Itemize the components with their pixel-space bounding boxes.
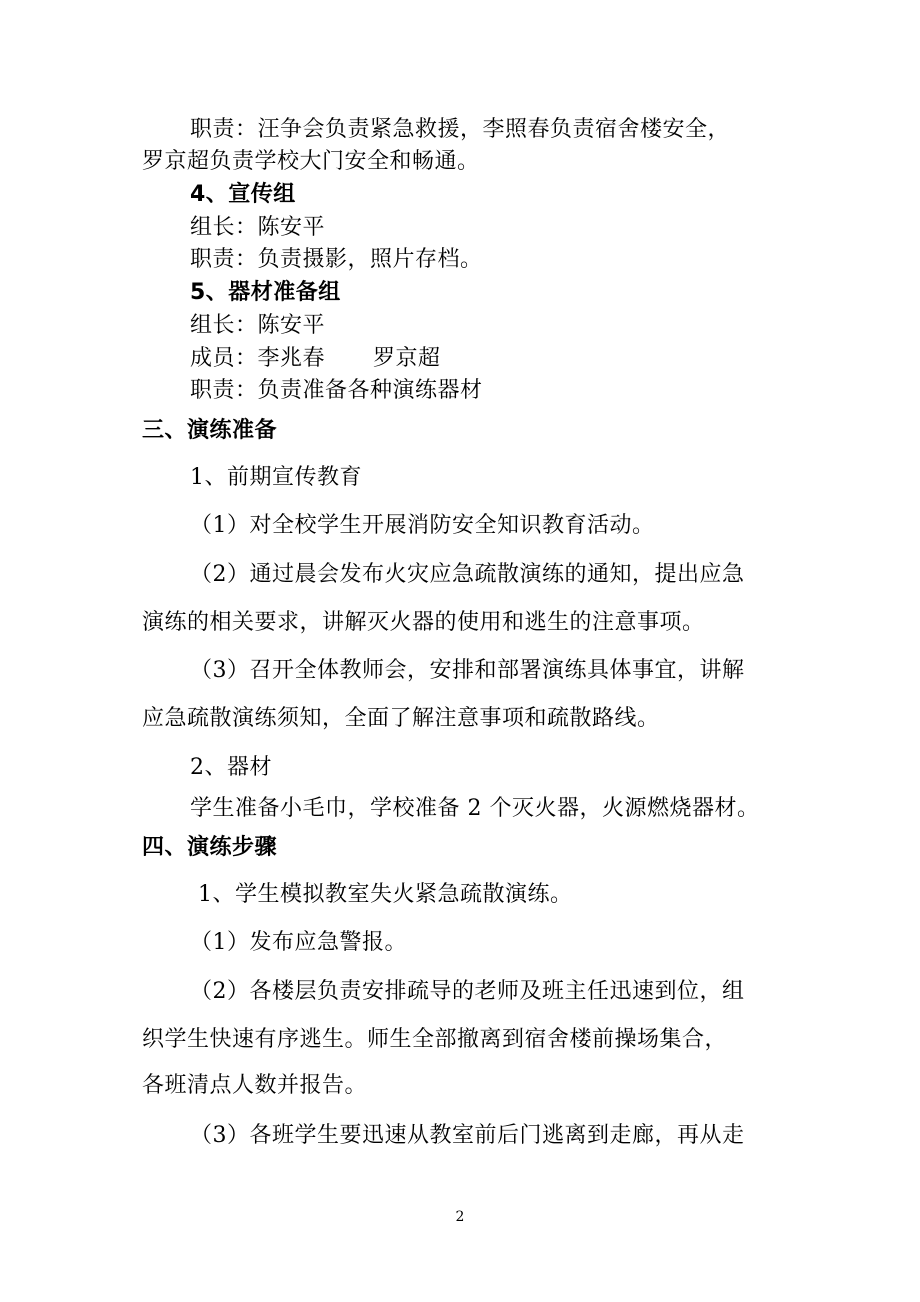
paragraph-line: 各班清点人数并报告。 [142,1073,368,1098]
member-name: 罗京超 [373,346,441,371]
paragraph-line: 2、器材 [190,755,272,780]
paragraph-line: （3）各班学生要迅速从教室前后门逃离到走廊，再从走 [190,1123,745,1148]
paragraph-line: 1、学生模拟教室失火紧急疏散演练。 [198,882,573,907]
chapter-heading: 四、演练步骤 [142,835,278,860]
paragraph-line: 职责：负责摄影，照片存档。 [190,247,483,272]
paragraph-line: 学生准备小毛巾，学校准备 2 个灭火器，火源燃烧器材。 [190,796,760,821]
paragraph-line: （3）召开全体教师会，安排和部署演练具体事宜，讲解 [190,658,745,683]
members-line [190,345,441,373]
paragraph-line: 罗京超负责学校大门安全和畅通。 [142,149,480,174]
paragraph-line: 组长：陈安平 [190,215,326,240]
paragraph-line: （2）各楼层负责安排疏导的老师及班主任迅速到位，组 [190,979,745,1004]
section-heading: 5、器材准备组 [190,280,341,305]
paragraph-line: 演练的相关要求，讲解灭火器的使用和逃生的注意事项。 [142,610,705,635]
paragraph-line: 1、前期宣传教育 [190,465,362,490]
paragraph-line: 组长：陈安平 [190,313,326,338]
paragraph-line: 职责：汪争会负责紧急救援，李照春负责宿舍楼安全， [190,117,731,142]
paragraph-line: 织学生快速有序逃生。师生全部撤离到宿舍楼前操场集合， [142,1027,728,1052]
page-number: 2 [455,1209,465,1225]
chapter-heading: 三、演练准备 [142,418,278,443]
paragraph-line: 应急疏散演练须知，全面了解注意事项和疏散路线。 [142,706,660,731]
paragraph-line: 职责：负责准备各种演练器材 [190,378,483,403]
section-heading: 4、宣传组 [190,182,296,207]
paragraph-line: （1）发布应急警报。 [190,930,407,955]
members-label: 成员：李兆春 [190,346,326,371]
paragraph-line: （2）通过晨会发布火灾应急疏散演练的通知，提出应急 [190,562,745,587]
paragraph-line: （1）对全校学生开展消防安全知识教育活动。 [190,513,655,538]
